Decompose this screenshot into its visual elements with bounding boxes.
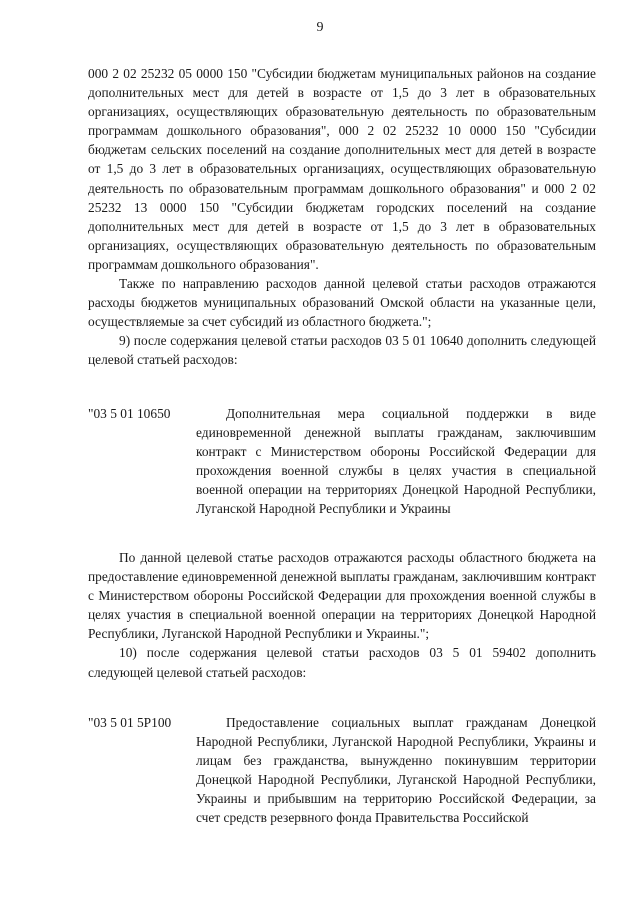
paragraph-item-10: 10) после содержания целевой статьи расходов 03 5 01 59402 дополнить следующей целевой статьей расходов:	[88, 645, 596, 680]
page-number: 9	[316, 20, 324, 35]
paragraph-entry-explanation: По данной целевой статье расходов отражаются расходы областного бюджета на предоставление единовременной денежной выплаты гражданам, заключившим контракт с Министерством обороны Российской Федерации для прохождения военной службы в целях участия в специальной военной операции на территориях Донецкой Народной Республики, Луганской Народной Республики и Украины.";	[88, 550, 596, 642]
entry-description: Дополнительная мера социальной поддержки в виде единовременной денежной выплаты гражданам, заключившим контракт с Министерством обороны Российской Федерации для прохождения военной службы в целях участия в специальной военной операции на территориях Донецкой Народной Республики, Луганской Народной Республики и Украины	[196, 406, 596, 517]
entry-code: "03 5 01 5Р100	[88, 715, 172, 730]
middle-text-block	[88, 548, 596, 682]
top-text-block	[88, 64, 596, 370]
paragraph-subsidies-list: 000 2 02 25232 05 0000 150 "Субсидии бюджетам муниципальных районов на создание дополнительных мест для детей в возрасте от 1,5 до 3 лет в образовательных организациях, осуществляющих образовательную деятельность по образовательным программам дошкольного образования", 000 2 02 25232 10 0000 150 "Субсидии бюджетам сельских поселений на создание дополнительных мест для детей в возрасте от 1,5 до 3 лет в образовательных организациях, осуществляющих образовательную деятельность по образовательным программам дошкольного образования" и 000 2 02 25232 13 0000 150 "Субсидии бюджетам городских поселений на создание дополнительных мест для детей в возрасте от 1,5 до 3 лет в образовательных организациях, осуществляющих образовательную деятельность по образовательным программам дошкольного образования".	[88, 66, 596, 272]
entry-description: Предоставление социальных выплат гражданам Донецкой Народной Республики, Луганской Народной Республики, Украины и лицам без гражданства, вынужденно покинувшим территории Донецкой Народной Республики, Луганской Народной Республики, Украины и прибывшим на территорию Российской Федерации, за счет средств резервного фонда Правительства Российской	[196, 715, 596, 826]
paragraph-municipal-expenses: Также по направлению расходов данной целевой статьи расходов отражаются расходы бюджетов муниципальных образований Омской области на указанные цели, осуществляемые за счет субсидий из областного бюджета.";	[88, 276, 596, 330]
entry-code: "03 5 01 10650	[88, 406, 171, 421]
paragraph-item-9: 9) после содержания целевой статьи расходов 03 5 01 10640 дополнить следующей целевой статьей расходов:	[88, 333, 596, 368]
